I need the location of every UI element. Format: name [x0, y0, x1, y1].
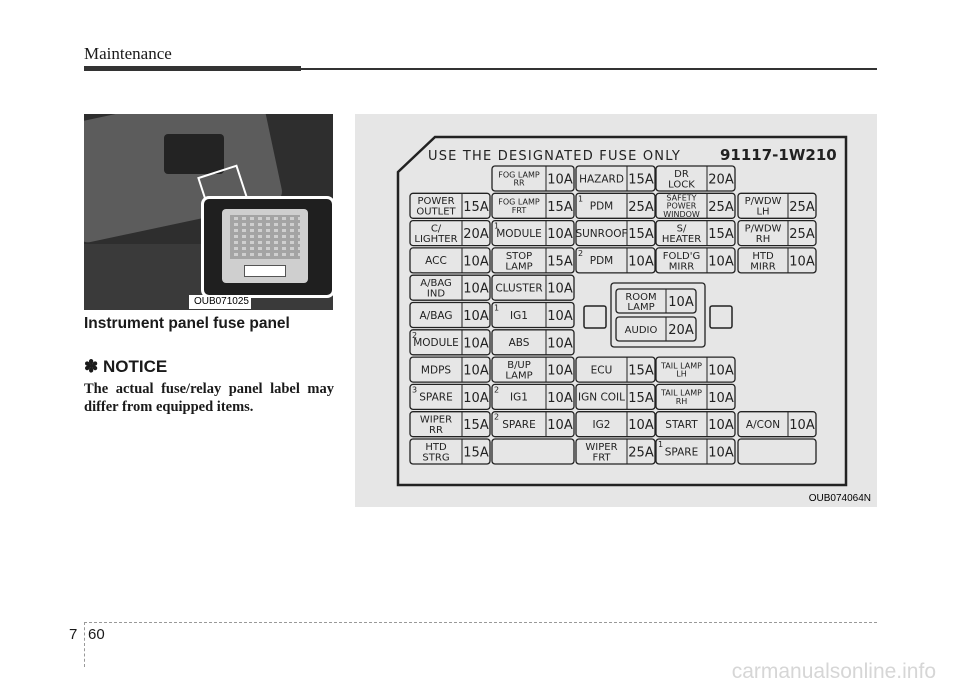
fuse-name: HTD	[425, 441, 447, 453]
fuse-banner: USE THE DESIGNATED FUSE ONLY	[428, 149, 682, 164]
fuse-name: ACC	[425, 255, 447, 268]
fuse-panel-photo	[84, 114, 333, 310]
header-title: Maintenance	[84, 44, 172, 63]
fuse-superscript: 1	[494, 221, 500, 231]
fuse-name: SPARE	[419, 391, 453, 404]
fuse-amperage: 10A	[463, 281, 489, 297]
fuse-name: A/BAG	[419, 309, 453, 322]
fuse-name: P/WDW	[744, 223, 782, 235]
fuse-amperage: 10A	[789, 254, 815, 270]
fuse-diagram-frame	[355, 114, 877, 507]
fuse-name: WIPER	[419, 414, 453, 426]
page-number: 60	[88, 626, 105, 643]
fuse-name: IG1	[510, 309, 528, 322]
page-chapter: 7	[69, 626, 78, 643]
fuse-name: RR	[513, 178, 525, 188]
fuse-amperage: 15A	[628, 172, 654, 188]
fuse-name: FOG LAMP	[498, 170, 540, 180]
notice-heading-text: NOTICE	[102, 357, 168, 376]
fuse-name: FRT	[592, 452, 611, 464]
fuse-amperage: 10A	[463, 336, 489, 352]
fuse-name: MIRR	[750, 261, 776, 273]
relay-fuse-name: AUDIO	[624, 325, 658, 336]
relay-fuse-name: LAMP	[627, 302, 655, 313]
fuse-name: SPARE	[664, 446, 699, 459]
fuse-name: WINDOW	[663, 209, 700, 219]
fuse-name: S/	[676, 223, 687, 235]
fuse-name: MODULE	[496, 227, 542, 240]
fuse-amperage: 25A	[628, 445, 654, 461]
relay-fuse-name: ROOM	[625, 292, 657, 303]
fuse-amperage: 10A	[547, 281, 573, 297]
fuse-name: LAMP	[505, 261, 533, 273]
fuse-name: P/WDW	[744, 196, 782, 208]
notice-heading	[84, 357, 167, 377]
fuse-amperage: 10A	[547, 172, 573, 188]
footer-rule	[84, 622, 877, 623]
fuse-amperage: 15A	[628, 227, 654, 243]
diagram-code: OUB074064N	[808, 493, 871, 504]
fuse-name: PDM	[589, 200, 614, 213]
fuse-amperage: 15A	[628, 390, 654, 406]
fuse-amperage: 10A	[547, 418, 573, 434]
fuse-name: C/	[430, 223, 442, 235]
fuse-superscript: 2	[494, 412, 500, 422]
fuse-name: FRT	[511, 205, 527, 215]
fuse-name: TAIL LAMP	[661, 388, 702, 398]
fuse-name: SAFETY	[666, 193, 697, 203]
fuse-name: HEATER	[661, 233, 702, 245]
fuse-name: MODULE	[413, 337, 459, 350]
photo-code: OUB071025	[189, 295, 251, 309]
fuse-amperage: 10A	[463, 309, 489, 324]
fuse-amperage: 10A	[547, 363, 573, 379]
fuse-name: WIPER	[585, 441, 618, 453]
fuse-grid	[230, 215, 300, 259]
fuse-amperage: 10A	[708, 445, 734, 461]
fuse-name: SUNROOF	[575, 227, 628, 240]
fuse-amperage: 10A	[789, 418, 815, 434]
fuse-part-number: 91117-1W210	[720, 146, 837, 164]
fuse-amperage: 10A	[463, 390, 489, 406]
fuse-amperage: 15A	[547, 254, 573, 270]
fuse-superscript: 1	[494, 303, 500, 313]
fuse-name: LIGHTER	[414, 233, 458, 245]
fuse-cover-slot	[244, 265, 286, 277]
fuse-name: B/UP	[507, 359, 531, 371]
fuse-name: MIRR	[668, 261, 695, 273]
notice-body: The actual fuse/relay panel label may differ from equipped items.	[84, 381, 334, 415]
footer-divider	[84, 622, 85, 667]
fuse-amperage: 10A	[547, 227, 573, 243]
fuse-name: LAMP	[505, 370, 533, 382]
fuse-amperage: 25A	[628, 199, 654, 215]
fuse-name: OUTLET	[416, 206, 456, 218]
fuse-name: LH	[756, 206, 770, 218]
fuse-panel-inset	[201, 196, 333, 298]
fuse-name: A/BAG	[420, 278, 452, 290]
fuse-amperage: 10A	[708, 363, 734, 379]
fuse-name: RH	[675, 396, 688, 406]
relay-fuse-amperage: 20A	[668, 323, 694, 338]
fuse-amperage: 10A	[708, 254, 734, 270]
fuse-superscript: 2	[494, 385, 500, 395]
fuse-name: ECU	[590, 364, 613, 377]
fuse-amperage: 15A	[628, 363, 654, 379]
relay-fuse-amperage: 10A	[668, 295, 694, 310]
fuse-name: POWER	[666, 201, 697, 211]
fuse-name: STOP	[505, 250, 533, 262]
fuse-superscript: 1	[658, 440, 664, 449]
fuse-superscript: 2	[578, 248, 584, 258]
fuse-name: HAZARD	[579, 173, 624, 186]
header-rule-accent	[84, 66, 301, 71]
fuse-name: HTD	[752, 250, 774, 262]
fuse-superscript: 3	[412, 385, 418, 395]
fuse-name: A/CON	[745, 418, 781, 431]
notice-symbol-icon: ✽	[84, 357, 99, 376]
fuse-amperage: 10A	[628, 254, 654, 270]
fuse-name: IG1	[510, 391, 528, 404]
fuse-amperage: 25A	[708, 199, 734, 215]
fuse-name: ABS	[508, 337, 530, 350]
fuse-amperage: 15A	[547, 199, 573, 215]
fuse-name: STRG	[422, 452, 450, 464]
fuse-name: IND	[426, 288, 446, 300]
fuse-name: CLUSTER	[495, 282, 543, 295]
fuse-amperage: 10A	[628, 418, 654, 434]
fuse-amperage: 15A	[708, 227, 734, 243]
fuse-name: IGN COIL	[578, 391, 625, 404]
fuse-name: IG2	[592, 418, 611, 431]
fuse-amperage: 15A	[463, 445, 489, 461]
photo-caption: Instrument panel fuse panel	[84, 315, 290, 332]
watermark: carmanualsonline.info	[731, 660, 936, 683]
fuse-name: LOCK	[668, 179, 695, 191]
fuse-amperage: 15A	[463, 199, 489, 215]
fuse-name: POWER	[417, 196, 455, 208]
fuse-superscript: 1	[578, 194, 584, 204]
fuse-name: PDM	[589, 255, 614, 268]
fuse-amperage: 25A	[789, 227, 815, 243]
fuse-amperage: 10A	[463, 254, 489, 270]
fuse-cover	[222, 209, 308, 283]
fuse-name: LH	[676, 369, 687, 379]
fuse-name: FOG LAMP	[498, 197, 540, 207]
fuse-amperage: 10A	[547, 336, 573, 352]
fuse-name: START	[665, 418, 698, 431]
fuse-superscript: 2	[412, 330, 418, 340]
fuse-name: DR	[674, 168, 689, 180]
fuse-amperage: 10A	[547, 390, 573, 406]
fuse-amperage: 10A	[547, 309, 573, 324]
fuse-name: TAIL LAMP	[661, 361, 702, 371]
fuse-amperage: 25A	[789, 199, 815, 215]
fuse-amperage: 10A	[708, 390, 734, 406]
fuse-name: MDPS	[420, 364, 452, 377]
fuse-amperage: 20A	[463, 227, 489, 243]
fuse-amperage: 10A	[463, 363, 489, 379]
fuse-name: RR	[429, 425, 443, 437]
fuse-name: SPARE	[502, 418, 536, 431]
fuse-name: FOLD'G	[662, 250, 701, 262]
fuse-amperage: 15A	[463, 418, 489, 434]
fuse-amperage: 20A	[708, 172, 734, 188]
fuse-amperage: 10A	[708, 418, 734, 434]
switch-panel	[164, 134, 224, 174]
fuse-name: RH	[755, 233, 771, 245]
